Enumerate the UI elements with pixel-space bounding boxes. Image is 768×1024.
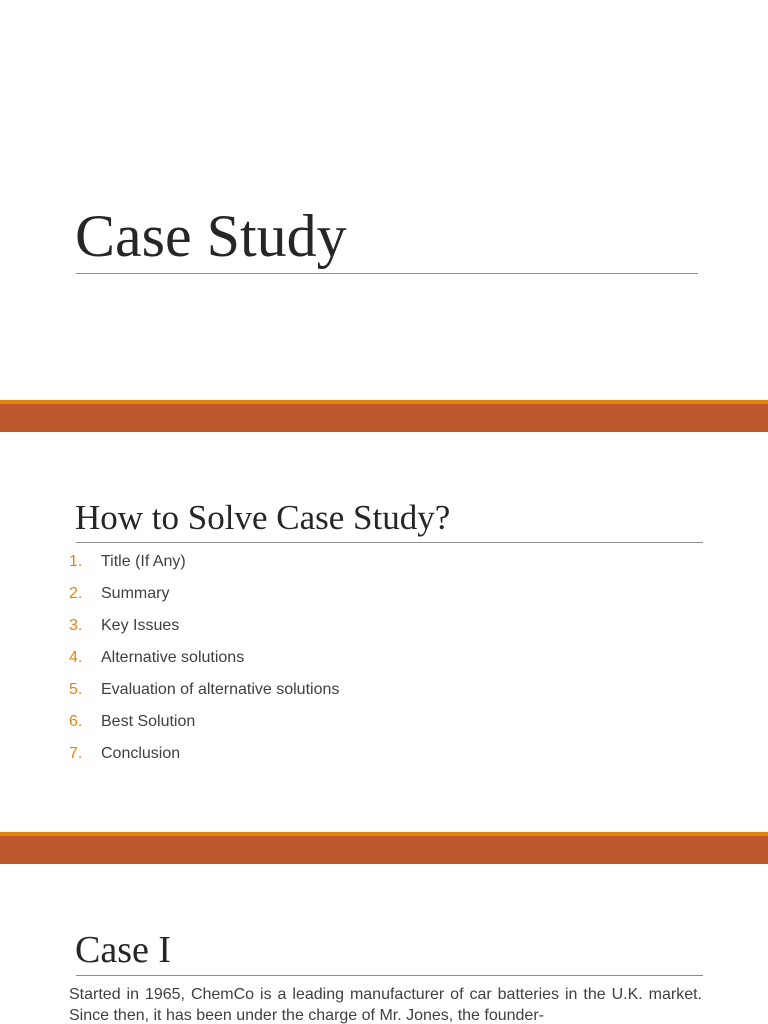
step-number: 7.	[69, 745, 83, 762]
how-to-title: How to Solve Case Study?	[75, 498, 451, 537]
step-number: 5.	[69, 681, 83, 698]
step-label: Title (If Any)	[101, 553, 186, 570]
step-number: 3.	[69, 617, 83, 634]
step-label: Alternative solutions	[101, 649, 245, 666]
step-number: 4.	[69, 649, 83, 666]
step-number: 1.	[69, 553, 83, 570]
step-item	[69, 645, 339, 677]
step-label: Best Solution	[101, 713, 196, 730]
step-label: Conclusion	[101, 745, 181, 762]
slide-separator	[0, 400, 768, 432]
step-number: 2.	[69, 585, 83, 602]
step-item	[69, 709, 339, 741]
how-to-title-rule	[76, 542, 703, 543]
step-item	[69, 613, 339, 645]
slide-cover	[0, 0, 768, 400]
step-item	[69, 741, 339, 773]
step-label: Summary	[101, 585, 170, 602]
case-1-title-rule	[76, 975, 703, 976]
step-number: 6.	[69, 713, 83, 730]
slide-separator	[0, 832, 768, 864]
slide-how-to-solve	[0, 432, 768, 832]
step-item	[69, 677, 339, 709]
steps-list	[69, 549, 339, 773]
cover-title: Case Study	[75, 203, 347, 269]
step-label: Evaluation of alternative solutions	[101, 681, 340, 698]
step-item	[69, 581, 339, 613]
slide-case-1	[0, 864, 768, 1024]
case-1-body: Started in 1965, ChemCo is a leading manufacturer of car batteries in the U.K. market. Since then, it has been under the charge of Mr. Jones, the founder-	[69, 986, 702, 1024]
cover-title-rule	[76, 273, 698, 274]
step-item	[69, 549, 339, 581]
step-label: Key Issues	[101, 617, 180, 634]
case-1-title: Case I	[75, 929, 172, 971]
